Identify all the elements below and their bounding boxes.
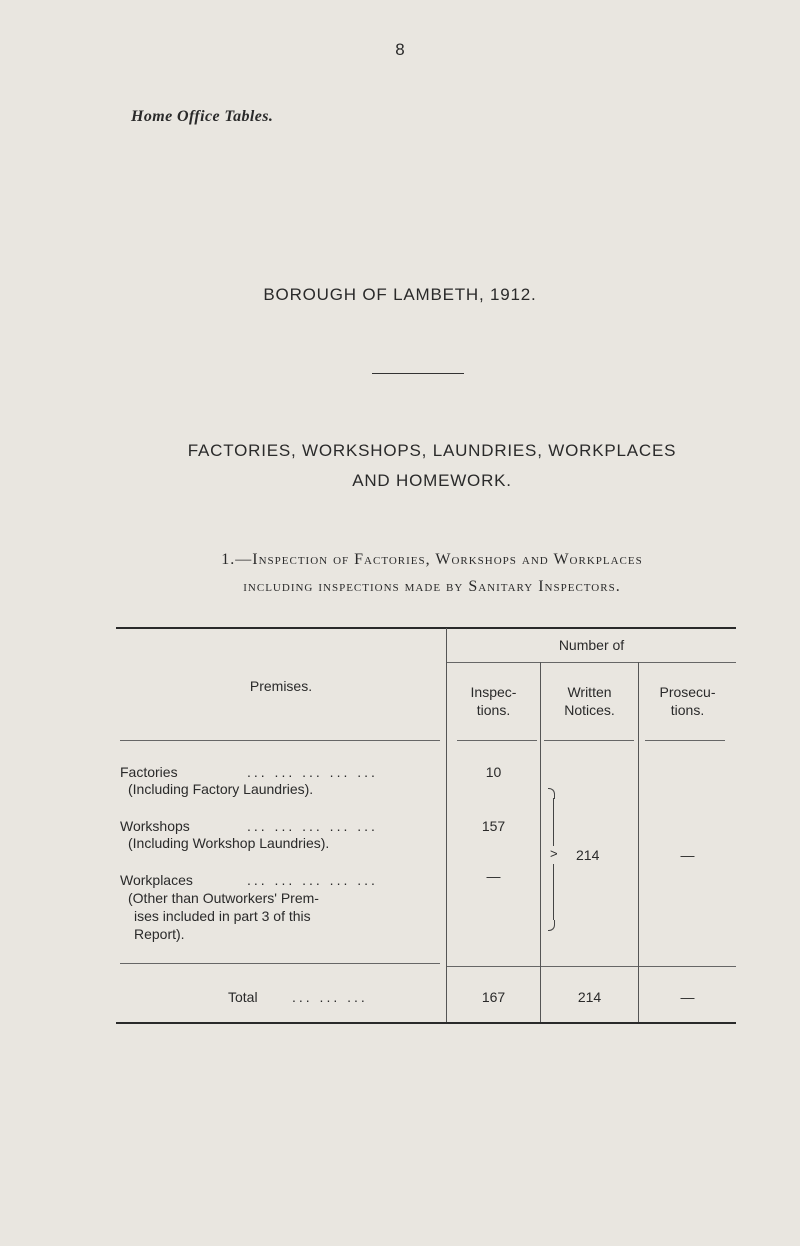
- table-bottom-rule: [116, 1022, 736, 1024]
- table-caption-line1: 1.—Inspection of Factories, Workshops and Workplaces: [221, 551, 643, 568]
- row-label: Workplaces: [120, 872, 193, 888]
- row-inspections: —: [486, 868, 501, 884]
- header-number-of: Number of: [558, 637, 625, 653]
- total-top-rule-numbers: [447, 966, 736, 967]
- header-bottom-rule-premises: [120, 740, 440, 741]
- row-label: Workshops: [120, 818, 190, 834]
- brace-upper-stem: [553, 798, 554, 846]
- number-of-rule: [447, 662, 736, 663]
- total-top-rule-premises: [120, 963, 440, 964]
- table-top-rule: [116, 627, 736, 629]
- row-leader-dots: ... ... ... ... ...: [247, 764, 378, 780]
- row-detail: (Other than Outworkers' Prem-: [128, 890, 319, 906]
- header-inspections: [447, 683, 540, 719]
- header-bottom-rule-written: [544, 740, 634, 741]
- total-inspections: 167: [481, 989, 506, 1005]
- page-number: 8: [395, 40, 405, 59]
- row-label: Factories: [120, 764, 178, 780]
- row-detail: Report).: [134, 926, 185, 942]
- total-leader-dots: ... ... ...: [292, 989, 368, 1005]
- header-written-notices: [541, 683, 638, 719]
- prosecutions-combined: —: [680, 847, 695, 863]
- header-bottom-rule-inspections: [457, 740, 537, 741]
- header-premises: Premises.: [249, 678, 313, 694]
- written-notices-combined: 214: [576, 847, 600, 863]
- short-divider: [372, 373, 464, 374]
- header-written-line2: Notices.: [564, 702, 615, 718]
- row-detail: (Including Workshop Laundries).: [128, 835, 330, 851]
- row-inspections: 10: [485, 764, 502, 780]
- total-label: Total: [228, 989, 258, 1005]
- header-bottom-rule-prosecutions: [645, 740, 725, 741]
- total-written: 214: [577, 989, 602, 1005]
- brace-lower-stem: [553, 864, 554, 920]
- borough-title: BOROUGH OF LAMBETH, 1912.: [263, 285, 537, 304]
- row-detail: ises included in part 3 of this: [134, 908, 311, 924]
- total-prosecutions: —: [680, 989, 695, 1005]
- table-caption: [0, 546, 800, 600]
- row-detail: (Including Factory Laundries).: [128, 781, 314, 797]
- table-caption-line2: including inspections made by Sanitary Inspectors.: [243, 578, 621, 595]
- main-heading: [0, 436, 800, 496]
- row-leader-dots: ... ... ... ... ...: [247, 818, 378, 834]
- header-prosecutions-line2: tions.: [670, 702, 705, 718]
- section-label: Home Office Tables.: [131, 108, 274, 125]
- main-heading-line1: FACTORIES, WORKSHOPS, LAUNDRIES, WORKPLACES: [187, 441, 677, 460]
- header-prosecutions-line1: Prosecu-: [659, 684, 716, 700]
- header-prosecutions: [639, 683, 736, 719]
- row-inspections: 157: [481, 818, 506, 834]
- brace-point: >: [550, 846, 558, 861]
- header-written-line1: Written: [567, 684, 612, 700]
- row-leader-dots: ... ... ... ... ...: [247, 872, 378, 888]
- brace-bottom-hook: [548, 920, 555, 931]
- header-inspections-line1: Inspec-: [470, 684, 517, 700]
- header-inspections-line2: tions.: [476, 702, 511, 718]
- main-heading-line2: AND HOMEWORK.: [352, 471, 512, 490]
